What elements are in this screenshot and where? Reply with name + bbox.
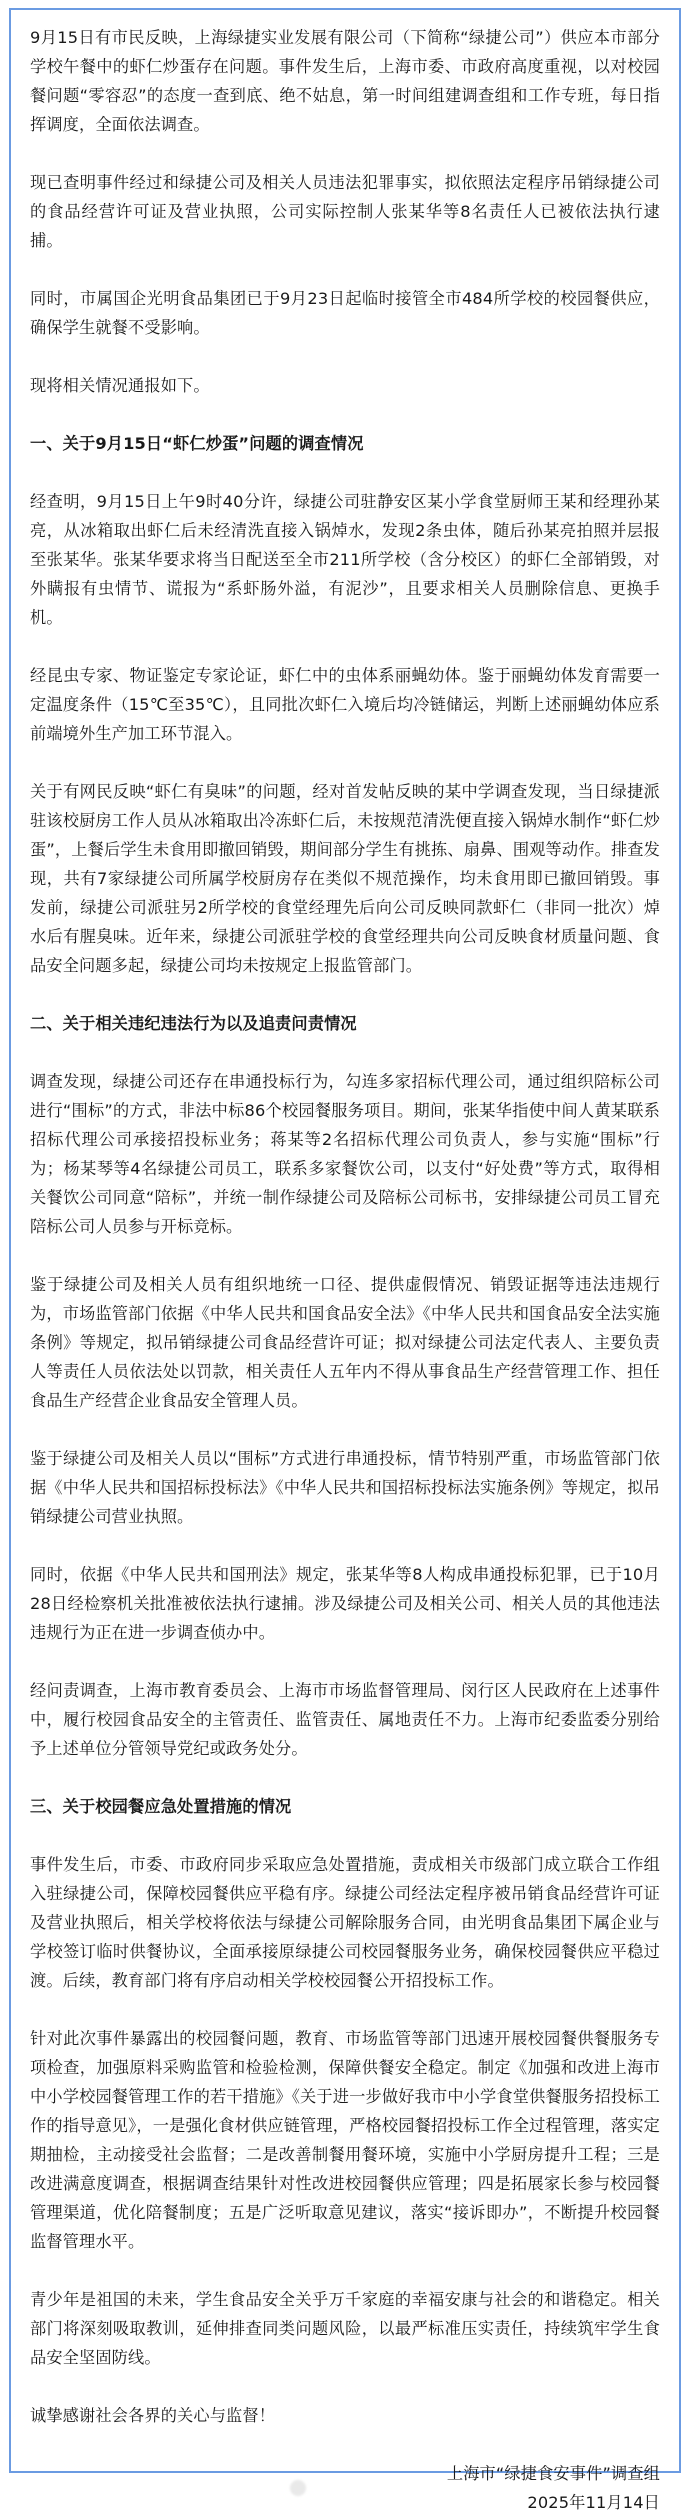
intro-paragraph: 现已查明事件经过和绿捷公司及相关人员违法犯罪事实，拟依照法定程序吊销绿捷公司的食品经营许可证及营业执照，公司实际控制人张某华等8名责任人已被依法执行逮捕。 [30,173,660,250]
section-1 [30,429,660,980]
section-paragraph: 经问责调查，上海市教育委员会、上海市市场监督管理局、闵行区人民政府在上述事件中，履行校园食品安全的主管责任、监管责任、属地责任不力。上海市纪委监委分别给予上述单位分管领导党纪或政务处分。 [30,1681,660,1758]
section-2 [30,1009,660,1763]
section-paragraph: 调查发现，绿捷公司还存在串通投标行为，勾连多家招标代理公司，通过组织陪标公司进行“围标”的方式，非法中标86个校园餐服务项目。期间，张某华指使中间人黄某联系招标代理公司承接招投标业务；蒋某等2名招标代理公司负责人，参与实施“围标”行为；杨某琴等4名绿捷公司员工，联系多家餐饮公司，以支付“好处费”等方式，取得相关餐饮公司同意“陪标”，并统一制作绿捷公司及陪标公司标书，安排绿捷公司员工冒充陪标公司人员参与开标竞标。 [30,1072,660,1236]
section-3 [30,1792,660,2372]
section-paragraph: 事件发生后，市委、市政府同步采取应急处置措施，责成相关市级部门成立联合工作组入驻绿捷公司，保障校园餐供应平稳有序。绿捷公司经法定程序被吊销食品经营许可证及营业执照后，相关学校将依法与绿捷公司解除服务合同，由光明食品集团下属企业与学校签订临时供餐协议，全面承接原绿捷公司校园餐服务业务，确保校园餐供应平稳过渡。后续，教育部门将有序启动相关学校校园餐公开招投标工作。 [30,1855,660,1990]
notice-content [11,10,679,2517]
section-paragraph: 鉴于绿捷公司及相关人员有组织地统一口径、提供虚假情况、销毁证据等违法违规行为，市场监管部门依据《中华人民共和国食品安全法》《中华人民共和国食品安全法实施条例》等规定，拟吊销绿捷公司食品经营许可证；拟对绿捷公司法定代表人、主要负责人等责任人员依法处以罚款，相关责任人五年内不得从事食品生产经营管理工作、担任食品生产经营企业食品安全管理人员。 [30,1275,660,1410]
intro-paragraph: 现将相关情况通报如下。 [30,376,210,395]
intro-paragraph: 同时，市属国企光明食品集团已于9月23日起临时接管全市484所学校的校园餐供应，确保学生就餐不受影响。 [30,289,660,337]
section-paragraph: 经查明，9月15日上午9时40分许，绿捷公司驻静安区某小学食堂厨师王某和经理孙某亮，从冰箱取出虾仁后未经清洗直接入锅焯水，发现2条虫体，随后孙某亮拍照并层报至张某华。张某华要求将当日配送至全市211所学校（含分校区）的虾仁全部销毁，对外瞒报有虫情节、谎报为“系虾肠外溢，有泥沙”，且要求相关人员删除信息、更换手机。 [30,492,660,627]
watermark [290,2476,321,2500]
signature-date: 2025年11月14日 [527,2493,660,2512]
intro-paragraph: 9月15日有市民反映，上海绿捷实业发展有限公司（下简称“绿捷公司”）供应本市部分学校午餐中的虾仁炒蛋存在问题。事件发生后，上海市委、市政府高度重视，以对校园餐问题“零容忍”的态度一查到底、绝不姑息，第一时间组建调查组和工作专班，每日指挥调度，全面依法调查。 [30,28,660,134]
closing-remark: 诚挚感谢社会各界的关心与监督！ [30,2406,276,2425]
notice-frame [9,8,681,2512]
section-heading: 二、关于相关违纪违法行为以及追责问责情况 [30,1014,357,1033]
watermark-text [316,2479,321,2497]
section-paragraph: 鉴于绿捷公司及相关人员以“围标”方式进行串通投标，情节特别严重，市场监管部门依据《中华人民共和国招标投标法》《中华人民共和国招标投标法实施条例》等规定，拟吊销绿捷公司营业执照。 [30,1449,660,1526]
section-paragraph: 经昆虫专家、物证鉴定专家论证，虾仁中的虫体系丽蝇幼体。鉴于丽蝇幼体发育需要一定温度条件（15℃至35℃），且同批次虾仁入境后均冷链储运，判断上述丽蝇幼体应系前端境外生产加工环节混入。 [30,666,660,743]
section-paragraph: 关于有网民反映“虾仁有臭味”的问题，经对首发帖反映的某中学调查发现，当日绿捷派驻该校厨房工作人员从冰箱取出冷冻虾仁后，未按规范清洗便直接入锅焯水制作“虾仁炒蛋”，上餐后学生未食用即撤回销毁，期间部分学生有挑拣、扇鼻、围观等动作。排查发现，共有7家绿捷公司所属学校厨房存在类似不规范操作，均未食用即已撤回销毁。事发前，绿捷公司派驻另2所学校的食堂经理先后向公司反映同款虾仁（非同一批次）焯水后有腥臭味。近年来，绿捷公司派驻学校的食堂经理共向公司反映食材质量问题、食品安全问题多起，绿捷公司均未按规定上报监管部门。 [30,782,660,975]
section-paragraph: 同时，依据《中华人民共和国刑法》规定，张某华等8人构成串通投标犯罪，已于10月28日经检察机关批准被依法执行逮捕。涉及绿捷公司及相关公司、相关人员的其他违法违规行为正在进一步调查侦办中。 [30,1565,660,1642]
section-heading: 一、关于9月15日“虾仁炒蛋”问题的调查情况 [30,434,364,453]
signature-issuer: 上海市“绿捷食安事件”调查组 [446,2464,660,2483]
section-paragraph: 青少年是祖国的未来，学生食品安全关乎万千家庭的幸福安康与社会的和谐稳定。相关部门将深刻吸取教训，延伸排查同类问题风险，以最严标准压实责任，持续筑牢学生食品安全坚固防线。 [30,2290,660,2367]
section-heading: 三、关于校园餐应急处置措施的情况 [30,1797,292,1816]
section-paragraph: 针对此次事件暴露出的校园餐问题，教育、市场监管等部门迅速开展校园餐供餐服务专项检查，加强原料采购监管和检验检测，保障供餐安全稳定。制定《加强和改进上海市中小学校园餐管理工作的若干措施》《关于进一步做好我市中小学食堂供餐服务招投标工作的指导意见》，一是强化食材供应链管理，严格校园餐招投标工作全过程管理，落实定期抽检，主动接受社会监督；二是改善制餐用餐环境，实施中小学厨房提升工程；三是改进满意度调查，根据调查结果针对性改进校园餐供应管理；四是拓展家长参与校园餐管理渠道，优化陪餐制度；五是广泛听取意见建议，落实“接诉即办”，不断提升校园餐监督管理水平。 [30,2029,660,2251]
weibo-logo-icon [290,2480,306,2496]
